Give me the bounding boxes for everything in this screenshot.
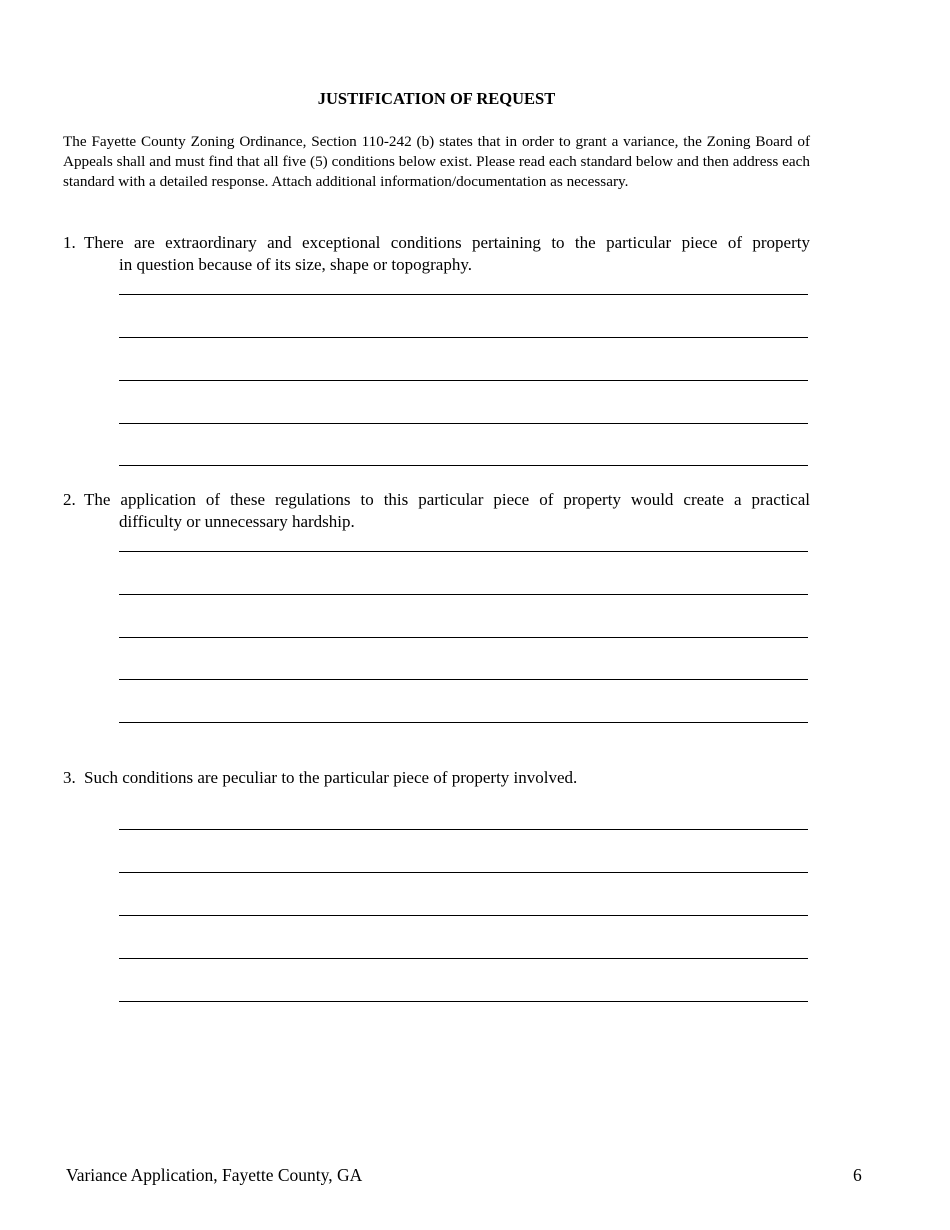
answer-line[interactable] bbox=[119, 294, 808, 295]
intro-paragraph: The Fayette County Zoning Ordinance, Section 110-242 (b) states that in order to grant a variance, the Zoning Board of Appeals shall and must find that all five (5) conditions below exist. Please read each standard below and then address each standard with a detailed response. Attach additional information/documentation as necessary. bbox=[63, 133, 810, 190]
answer-line[interactable] bbox=[119, 1001, 808, 1002]
answer-line[interactable] bbox=[119, 637, 808, 638]
answer-line[interactable] bbox=[119, 915, 808, 916]
question-text: The application of these regulations to this particular piece of property would create a practical bbox=[84, 490, 810, 509]
answer-line[interactable] bbox=[119, 465, 808, 466]
answer-line[interactable] bbox=[119, 679, 808, 680]
answer-line[interactable] bbox=[119, 380, 808, 381]
answer-line[interactable] bbox=[119, 722, 808, 723]
answer-line[interactable] bbox=[119, 958, 808, 959]
question-text: Such conditions are peculiar to the particular piece of property involved. bbox=[84, 768, 578, 787]
question-2 bbox=[63, 489, 810, 533]
question-text-continued: difficulty or unnecessary hardship. bbox=[119, 512, 355, 531]
question-number: 1. bbox=[63, 233, 76, 252]
question-text: There are extraordinary and exceptional conditions pertaining to the particular piece of property bbox=[84, 233, 810, 252]
answer-line[interactable] bbox=[119, 594, 808, 595]
answer-line[interactable] bbox=[119, 423, 808, 424]
question-number: 2. bbox=[63, 490, 76, 509]
question-3 bbox=[63, 767, 810, 789]
answer-line[interactable] bbox=[119, 551, 808, 552]
question-number: 3. bbox=[63, 768, 76, 787]
answer-line[interactable] bbox=[119, 337, 808, 338]
footer-document-name: Variance Application, Fayette County, GA bbox=[66, 1165, 363, 1185]
answer-line[interactable] bbox=[119, 872, 808, 873]
page-title: JUSTIFICATION OF REQUEST bbox=[317, 89, 556, 108]
question-1 bbox=[63, 232, 810, 276]
question-text-continued: in question because of its size, shape or topography. bbox=[119, 255, 472, 274]
answer-line[interactable] bbox=[119, 829, 808, 830]
footer-page-number: 6 bbox=[853, 1165, 862, 1185]
